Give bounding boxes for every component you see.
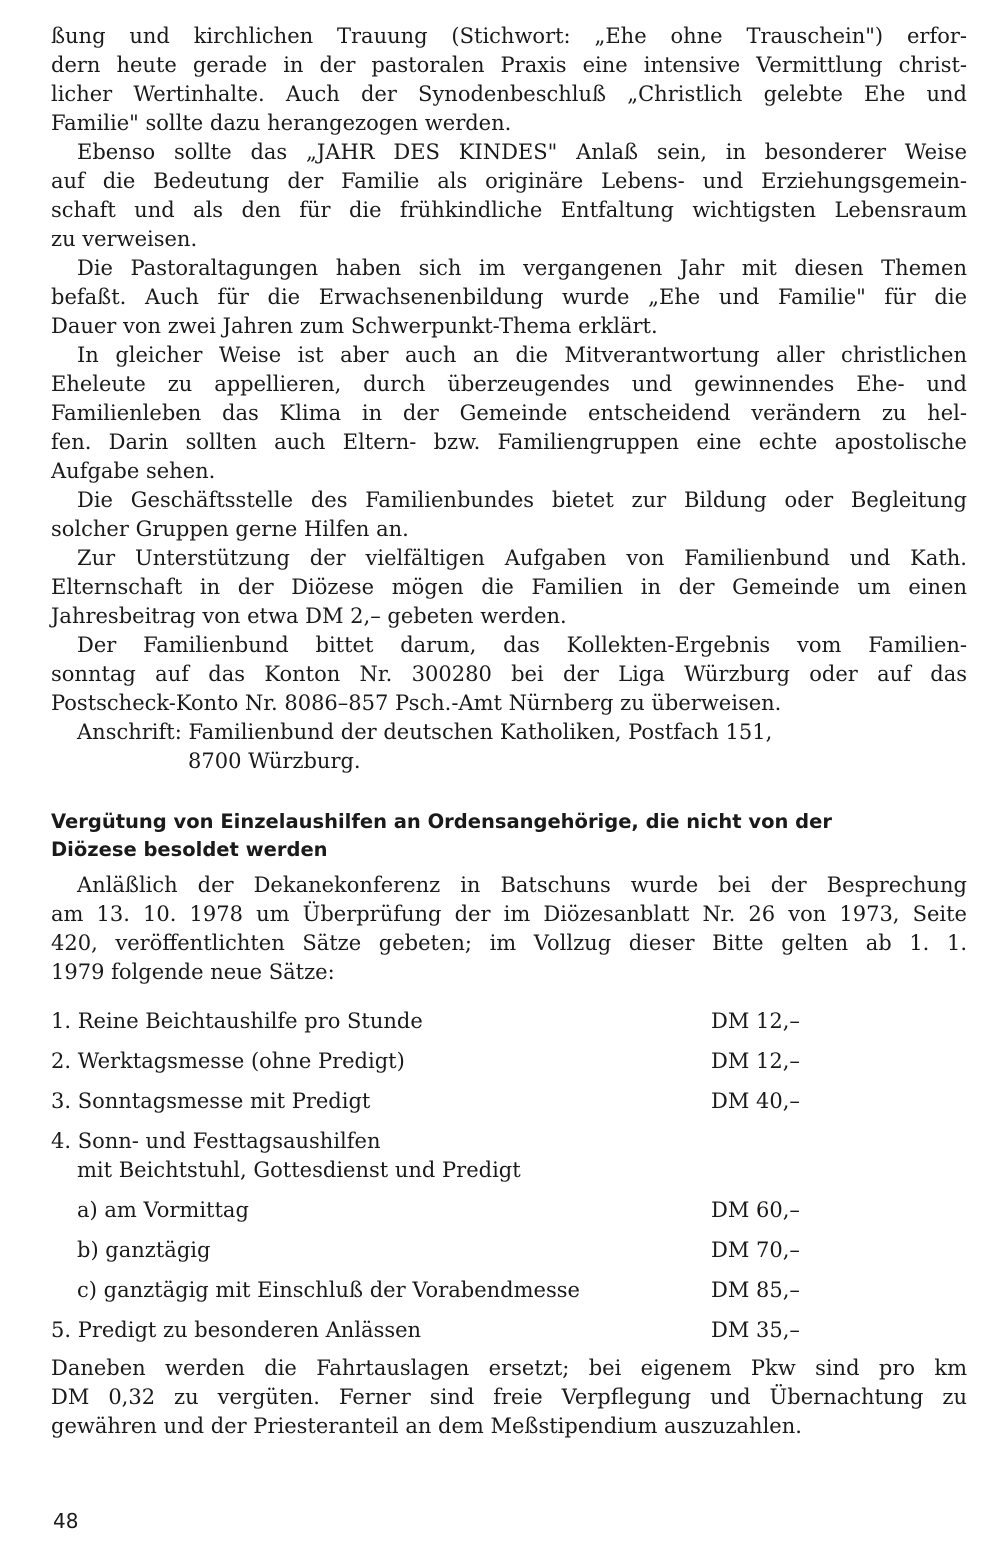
text-line: zu verweisen. [51,227,198,251]
rate-item [51,1047,967,1076]
text-line: auf die Bedeutung der Familie als originäre Lebens- und Erziehungsgemein- [51,169,967,193]
rate-label: b) ganztägig [77,1238,211,1262]
text-line: am 13. 10. 1978 um Überprüfung der im Diözesanblatt Nr. 26 von 1973, Seite [51,902,967,926]
rate-label: 4. Sonn- und Festtagsaushilfen [51,1129,381,1153]
text-line: licher Wertinhalte. Auch der Synodenbeschluß „Christlich gelebte Ehe und [51,82,967,106]
rate-item [51,1316,967,1345]
rate-item [51,1236,967,1265]
text-line: schaft und als den für die frühkindliche Entfaltung wichtigsten Lebensraum [51,198,967,222]
text-line: Dauer von zwei Jahren zum Schwerpunkt-Thema erklärt. [51,314,658,338]
address-line: 8700 Würzburg. [188,749,361,773]
text-line: ßung und kirchlichen Trauung (Stichwort: „Ehe ohne Trauschein") erfor- [51,24,967,48]
rate-item [51,1127,967,1185]
rate-amount: DM 60,– [711,1198,800,1222]
text-line: Aufgabe sehen. [51,459,216,483]
rate-item [51,1087,967,1116]
text-line: Der Familienbund bittet darum, das Kollekten-Ergebnis vom Familien- [77,633,967,657]
section-heading [51,808,967,864]
text-line: solcher Gruppen gerne Hilfen an. [51,517,409,541]
rate-amount: DM 85,– [711,1278,800,1302]
page-number: 48 [53,1509,79,1533]
text-line: Die Pastoraltagungen haben sich im vergangenen Jahr mit diesen Themen [77,256,967,280]
rate-label: 3. Sonntagsmesse mit Predigt [51,1089,371,1113]
text-line: Postscheck-Konto Nr. 8086–857 Psch.-Amt Nürnberg zu überweisen. [51,691,782,715]
rate-label-continuation: mit Beichtstuhl, Gottesdienst und Predigt [77,1158,521,1182]
text-line: Eheleute zu appellieren, durch überzeugendes und gewinnendes Ehe- und [51,372,967,396]
rate-amount: DM 35,– [711,1318,800,1342]
closing-paragraph [51,1354,967,1441]
text-line: Zur Unterstützung der vielfältigen Aufgaben von Familienbund und Kath. [77,546,967,570]
heading-line: Diözese besoldet werden [51,838,328,861]
text-line: 420, veröffentlichten Sätze gebeten; im Vollzug dieser Bitte gelten ab 1. 1. [51,931,967,955]
text-line: befaßt. Auch für die Erwachsenenbildung wurde „Ehe und Familie" für die [51,285,967,309]
text-line: Familie" sollte dazu herangezogen werden. [51,111,512,135]
rate-label: 1. Reine Beichtaushilfe pro Stunde [51,1009,423,1033]
rate-item [51,1196,967,1225]
heading-line: Vergütung von Einzelaushilfen an Ordensangehörige, die nicht von der [51,810,832,833]
text-line: fen. Darin sollten auch Eltern- bzw. Familiengruppen eine echte apostolische [51,430,967,454]
text-line: Familienleben das Klima in der Gemeinde entscheidend verändern zu hel- [51,401,967,425]
rate-amount: DM 12,– [711,1009,800,1033]
text-line: DM 0,32 zu vergüten. Ferner sind freie Verpflegung und Übernachtung zu [51,1385,967,1409]
rate-item [51,1007,967,1036]
intro-section [51,22,967,718]
address-line: Anschrift: Familienbund der deutschen Katholiken, Postfach 151, [77,720,773,744]
text-line: Ebenso sollte das „JAHR DES KINDES" Anlaß sein, in besonderer Weise [77,140,967,164]
text-line: Jahresbeitrag von etwa DM 2,– gebeten werden. [51,604,567,628]
rate-label: 2. Werktagsmesse (ohne Predigt) [51,1049,405,1073]
text-line: Elternschaft in der Diözese mögen die Familien in der Gemeinde um einen [51,575,967,599]
rate-item [51,1276,967,1305]
text-line: Die Geschäftsstelle des Familienbundes bietet zur Bildung oder Begleitung [77,488,967,512]
rate-label: c) ganztägig mit Einschluß der Vorabendmesse [77,1278,580,1302]
rates-list [51,1007,967,1345]
rate-amount: DM 12,– [711,1049,800,1073]
address-block [51,718,967,776]
rate-amount: DM 70,– [711,1238,800,1262]
document-page [51,22,967,1441]
text-line: In gleicher Weise ist aber auch an die Mitverantwortung aller christlichen [77,343,967,367]
text-line: 1979 folgende neue Sätze: [51,960,335,984]
rate-amount: DM 40,– [711,1089,800,1113]
text-line: dern heute gerade in der pastoralen Praxis eine intensive Vermittlung christ- [51,53,967,77]
text-line: sonntag auf das Konton Nr. 300280 bei der Liga Würzburg oder auf das [51,662,967,686]
section-body [51,871,967,987]
rate-label: a) am Vormittag [77,1198,249,1222]
rate-label: 5. Predigt zu besonderen Anlässen [51,1318,422,1342]
text-line: Daneben werden die Fahrtauslagen ersetzt; bei eigenem Pkw sind pro km [51,1356,967,1380]
text-line: Anläßlich der Dekanekonferenz in Batschuns wurde bei der Besprechung [77,873,967,897]
text-line: gewähren und der Priesteranteil an dem Meßstipendium auszuzahlen. [51,1414,802,1438]
